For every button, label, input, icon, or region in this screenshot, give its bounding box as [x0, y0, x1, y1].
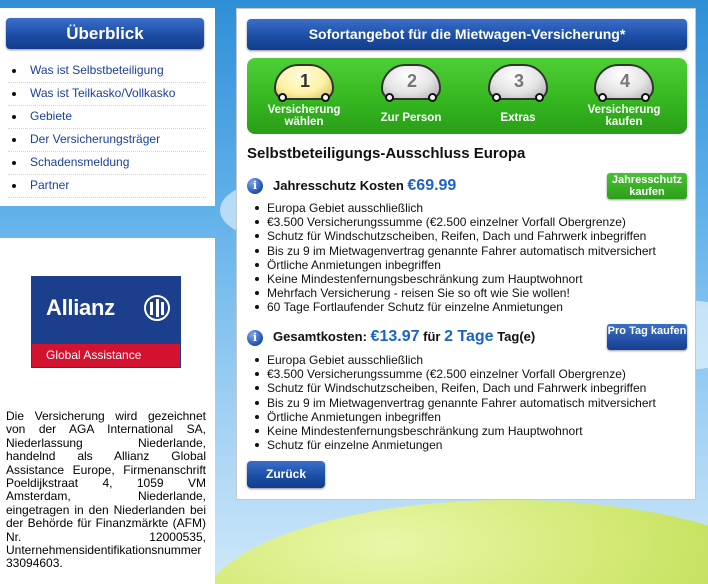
step-number: 3 — [513, 71, 524, 91]
overview-panel — [0, 8, 215, 206]
feature-item: Keine Mindestenfernungsbeschränkung zum Hauptwohnort — [253, 424, 693, 438]
bullet-icon — [12, 92, 16, 96]
bullet-icon — [12, 161, 16, 165]
step-4[interactable] — [574, 62, 674, 134]
legal-notice: Die Versicherung wird gezeichnet von der AGA International SA, Niederlassung Niederlande, handelnd als Allianz Global Assistance Europe, Firmenanschrift Poeldijkstraat 4, 1059 VM Amsterdam, Niederlande, eingetragen in den Niederlanden bei der Behörde für Finanzmärkte (AFM) Nr. 12000535, Unternehmensidentifikationsnummer 33094603. — [6, 409, 206, 571]
daily-offer-row — [247, 324, 687, 348]
feature-item: Örtliche Anmietungen inbegriffen — [253, 258, 693, 272]
step-1[interactable] — [254, 62, 354, 134]
step-label: Zur Person — [380, 112, 442, 124]
quote-header: Sofortangebot für die Mietwagen-Versicherung* — [247, 19, 687, 50]
nav-item-schadensmeldung[interactable] — [8, 152, 206, 175]
wheel — [321, 93, 330, 102]
step-number: 4 — [619, 71, 630, 91]
wheel — [385, 93, 394, 102]
step-number: 2 — [406, 71, 417, 91]
feature-item: Schutz für Windschutzscheiben, Reifen, Dach und Fahrwerk inbegriffen — [253, 229, 693, 243]
nav-item-selbstbeteiligung[interactable] — [8, 60, 206, 83]
annual-price: €69.99 — [407, 177, 457, 194]
annual-cost-label: Jahresschutz Kosten — [273, 178, 404, 193]
daily-offer-label — [273, 328, 535, 346]
feature-item: Europa Gebiet ausschließlich — [253, 201, 693, 215]
feature-item: Schutz für Windschutzscheiben, Reifen, Dach und Fahrwerk inbegriffen — [253, 381, 693, 395]
nav-item-label: Was ist Selbstbeteiligung — [30, 63, 164, 77]
car-icon — [488, 64, 548, 100]
background-hill — [200, 500, 708, 584]
annual-offer-row — [247, 173, 687, 197]
annual-features-list — [253, 201, 693, 315]
total-cost-label: Gesamtkosten: — [273, 329, 367, 344]
wheel — [278, 93, 287, 102]
step-label: Versicherung kaufen — [587, 104, 661, 128]
nav-item-teilkasko-vollkasko[interactable] — [8, 83, 206, 106]
logo-wordmark: Allianz — [46, 295, 115, 320]
car-icon — [594, 64, 654, 100]
step-3[interactable] — [468, 62, 568, 134]
feature-item: Bis zu 9 im Mietwagenvertrag genannte Fahrer automatisch mitversichert — [253, 396, 693, 410]
step-2[interactable] — [361, 62, 461, 134]
feature-item: €3.500 Versicherungssumme (€2.500 einzelner Vorfall Obergrenze) — [253, 367, 693, 381]
feature-item: Örtliche Anmietungen inbegriffen — [253, 410, 693, 424]
wheel — [598, 93, 607, 102]
feature-item: Europa Gebiet ausschließlich — [253, 353, 693, 367]
feature-item: Keine Mindestenfernungsbeschränkung zum Hauptwohnort — [253, 272, 693, 286]
section-title: Selbstbeteiligungs-Ausschluss Europa — [247, 145, 526, 162]
buy-annual-button[interactable]: Jahresschutz kaufen — [607, 173, 687, 199]
allianz-eagle-icon — [144, 295, 170, 321]
overview-nav — [8, 60, 206, 198]
step-number: 1 — [299, 71, 310, 91]
for-label: für — [423, 329, 441, 344]
feature-item: 60 Tage Fortlaufender Schutz für einzelne Anmietungen — [253, 300, 693, 314]
days-unit: Tag(e) — [497, 329, 536, 344]
nav-item-partner[interactable] — [8, 175, 206, 198]
nav-item-label: Was ist Teilkasko/Vollkasko — [30, 86, 176, 100]
wheel — [535, 93, 544, 102]
annual-offer-label — [273, 177, 456, 195]
nav-item-label: Der Versicherungsträger — [30, 132, 161, 146]
nav-item-label: Gebiete — [30, 109, 73, 123]
logo-subtitle: Global Assistance — [32, 344, 180, 367]
daily-features-list — [253, 353, 693, 452]
step-label: Extras — [500, 112, 536, 124]
info-icon[interactable]: i — [247, 330, 263, 346]
nav-item-gebiete[interactable] — [8, 106, 206, 129]
wheel — [492, 93, 501, 102]
wheel — [641, 93, 650, 102]
step-progress — [247, 58, 687, 134]
feature-item: Schutz für einzelne Anmietungen — [253, 438, 693, 452]
info-icon[interactable]: i — [247, 178, 263, 194]
wheel — [428, 93, 437, 102]
feature-item: Bis zu 9 im Mietwagenvertrag genannte Fahrer automatisch mitversichert — [253, 244, 693, 258]
nav-item-label: Schadensmeldung — [30, 155, 130, 169]
bullet-icon — [12, 115, 16, 119]
days-count: 2 Tage — [444, 328, 494, 345]
bullet-icon — [12, 184, 16, 188]
step-label: Versicherung wählen — [267, 104, 341, 128]
nav-item-label: Partner — [30, 178, 70, 192]
quote-panel — [236, 8, 696, 500]
insurer-info-panel — [0, 238, 215, 584]
bullet-icon — [12, 69, 16, 73]
feature-item: Mehrfach Versicherung - reisen Sie so oft wie Sie wollen! — [253, 286, 693, 300]
car-icon — [274, 64, 334, 100]
car-icon — [381, 64, 441, 100]
allianz-logo — [31, 276, 181, 368]
bullet-icon — [12, 138, 16, 142]
logo-top — [32, 277, 180, 344]
nav-item-versicherungstraeger[interactable] — [8, 129, 206, 152]
feature-item: €3.500 Versicherungssumme (€2.500 einzelner Vorfall Obergrenze) — [253, 215, 693, 229]
back-button[interactable]: Zurück — [247, 461, 325, 488]
buy-per-day-button[interactable]: Pro Tag kaufen — [607, 324, 687, 350]
daily-price: €13.97 — [370, 328, 420, 345]
overview-header: Überblick — [6, 18, 204, 49]
